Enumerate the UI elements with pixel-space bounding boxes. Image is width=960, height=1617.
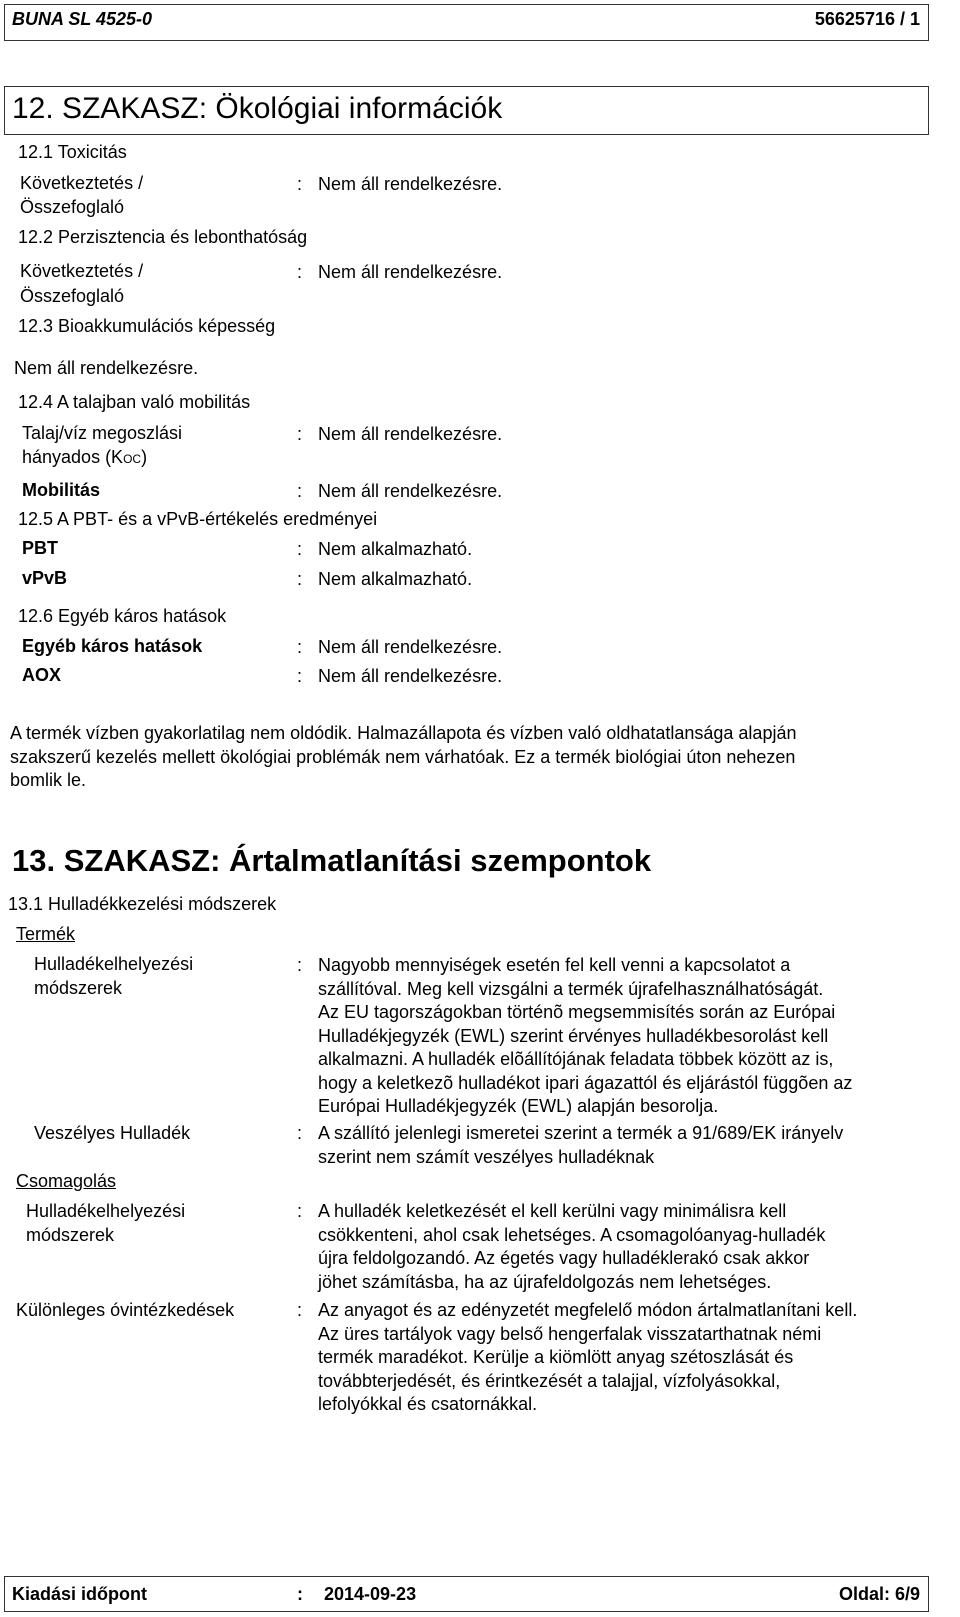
colon: : bbox=[297, 666, 303, 686]
issue-date: 2014-09-23 bbox=[324, 1584, 417, 1604]
packaging-disposal-label-line2: módszerek bbox=[26, 1225, 115, 1245]
colon: : bbox=[297, 1123, 303, 1143]
ecology-note bbox=[10, 722, 796, 793]
disposal-line: Hulladékjegyzék (EWL) szerint érvényes hulladékbesorolást kell bbox=[318, 1025, 829, 1046]
special-line: Az anyagot és az edényzetét megfelelő módon ártalmatlanítani kell. bbox=[318, 1300, 858, 1320]
bioaccumulation-text: Nem áll rendelkezésre. bbox=[14, 358, 199, 378]
persistence-value: Nem áll rendelkezésre. bbox=[318, 262, 503, 282]
special-line: termék maradékot. Kerülje a kiömlött anyag szétoszlását és bbox=[318, 1347, 794, 1367]
disposal-line: szállítóval. Meg kell vizsgálni a termék újrafelhasználhatóságát. bbox=[318, 978, 824, 999]
special-line: Az üres tartályok vagy belső hengerfalak visszatarthatnak némi bbox=[318, 1323, 822, 1344]
aox-value: Nem áll rendelkezésre. bbox=[318, 666, 503, 686]
hazardous-line: A szállító jelenlegi ismeretei szerint a termék a 91/689/EK irányelv bbox=[318, 1123, 844, 1143]
disposal-line: Európai Hulladékjegyzék (EWL) alapján besorolja. bbox=[318, 1096, 719, 1116]
toxicity-value: Nem áll rendelkezésre. bbox=[318, 174, 503, 194]
colon: : bbox=[297, 174, 303, 194]
hazardous-waste-text bbox=[318, 1122, 843, 1169]
colon: : bbox=[297, 637, 303, 657]
page-number: Oldal: 6/9 bbox=[838, 1584, 920, 1604]
disposal-line: Nagyobb mennyiségek esetén fel kell venni a kapcsolatot a bbox=[318, 955, 791, 975]
heading-12-3: 12.3 Bioakkumulációs képesség bbox=[18, 316, 276, 336]
vpvb-value: Nem alkalmazható. bbox=[318, 569, 473, 589]
disposal-label-line2: módszerek bbox=[34, 978, 123, 998]
disposal-line: alkalmazni. A hulladék elõállítójának feladata többek között az is, bbox=[318, 1049, 834, 1069]
vpvb-label: vPvB bbox=[22, 568, 68, 588]
heading-12-5: 12.5 A PBT- és a vPvB-értékelés eredményei bbox=[18, 509, 378, 529]
ecology-note-line: bomlik le. bbox=[10, 770, 87, 790]
persistence-label-line2: Összefoglaló bbox=[20, 286, 125, 306]
other-effects-label: Egyéb káros hatások bbox=[22, 636, 203, 656]
colon: : bbox=[297, 1201, 303, 1221]
special-precautions-text bbox=[318, 1299, 857, 1417]
colon: : bbox=[297, 424, 303, 444]
disposal-text bbox=[318, 954, 852, 1119]
ecology-note-line: A termék vízben gyakorlatilag nem oldódik. Halmazállapota és vízben való oldhatatlansága alapján bbox=[10, 723, 797, 743]
koc-label-line2: hányados (KOC) bbox=[22, 447, 148, 467]
packaging-disposal-label-line1: Hulladékelhelyezési bbox=[26, 1201, 186, 1221]
heading-13-1: 13.1 Hulladékkezelési módszerek bbox=[8, 894, 277, 914]
colon: : bbox=[297, 481, 303, 501]
toxicity-label-line1: Következtetés / bbox=[20, 173, 144, 193]
special-line: továbbterjedését, és érintkezését a talajjal, vízfolyásokkal, bbox=[318, 1370, 781, 1391]
colon: : bbox=[297, 569, 303, 589]
mobility-value: Nem áll rendelkezésre. bbox=[318, 481, 503, 501]
footer-separator: : bbox=[297, 1584, 303, 1604]
packaging-heading: Csomagolás bbox=[16, 1171, 117, 1191]
heading-12-4: 12.4 A talajban való mobilitás bbox=[18, 392, 251, 412]
toxicity-label-line2: Összefoglaló bbox=[20, 197, 125, 217]
issue-date-label: Kiadási időpont bbox=[12, 1584, 147, 1604]
colon: : bbox=[297, 262, 303, 282]
special-line: lefolyókkal és csatornákkal. bbox=[318, 1394, 538, 1414]
product-heading: Termék bbox=[16, 924, 76, 944]
heading-12-6: 12.6 Egyéb káros hatások bbox=[18, 606, 227, 626]
persistence-label-line1: Következtetés / bbox=[20, 261, 144, 281]
colon: : bbox=[297, 955, 303, 975]
pbt-value: Nem alkalmazható. bbox=[318, 539, 473, 559]
koc-label-line1: Talaj/víz megoszlási bbox=[22, 423, 183, 443]
pbt-label: PBT bbox=[22, 538, 58, 558]
product-name: BUNA SL 4525-0 bbox=[12, 9, 153, 29]
other-effects-value: Nem áll rendelkezésre. bbox=[318, 637, 503, 657]
disposal-line: Az EU tagországokban történõ megsemmisítés során az Európai bbox=[318, 1002, 836, 1022]
heading-12-1: 12.1 Toxicitás bbox=[18, 142, 127, 162]
mobility-label: Mobilitás bbox=[22, 480, 101, 500]
special-precautions-label: Különleges óvintézkedések bbox=[16, 1300, 235, 1320]
hazardous-waste-label: Veszélyes Hulladék bbox=[34, 1123, 191, 1143]
ecology-note-line: szakszerű kezelés mellett ökológiai problémák nem várhatóak. Ez a termék biológiai úton nehezen bbox=[10, 746, 796, 767]
heading-12-2: 12.2 Perzisztencia és lebonthatóság bbox=[18, 227, 308, 247]
colon: : bbox=[297, 1300, 303, 1320]
section-12-title: 12. SZAKASZ: Ökológiai információk bbox=[12, 92, 503, 125]
packaging-disposal-text bbox=[318, 1200, 825, 1294]
document-number: 56625716 / 1 bbox=[814, 9, 920, 29]
disposal-line: hogy a keletkezõ hulladékot ipari ágazattól és eljárástól függõen az bbox=[318, 1072, 853, 1093]
packaging-line: jöhet számításba, ha az újrafeldolgozás nem lehetséges. bbox=[318, 1271, 772, 1292]
disposal-label-line1: Hulladékelhelyezési bbox=[34, 954, 194, 974]
aox-label: AOX bbox=[22, 665, 62, 685]
hazardous-line: szerint nem számít veszélyes hulladéknak bbox=[318, 1146, 655, 1167]
koc-value: Nem áll rendelkezésre. bbox=[318, 424, 503, 444]
section-13-title: 13. SZAKASZ: Ártalmatlanítási szempontok bbox=[12, 843, 652, 878]
packaging-line: újra feldolgozandó. Az égetés vagy hulladéklerakó csak akkor bbox=[318, 1248, 810, 1268]
packaging-line: csökkenteni, ahol csak lehetséges. A csomagolóanyag-hulladék bbox=[318, 1224, 826, 1245]
colon: : bbox=[297, 539, 303, 559]
packaging-line: A hulladék keletkezését el kell kerülni vagy minimálisra kell bbox=[318, 1201, 787, 1221]
